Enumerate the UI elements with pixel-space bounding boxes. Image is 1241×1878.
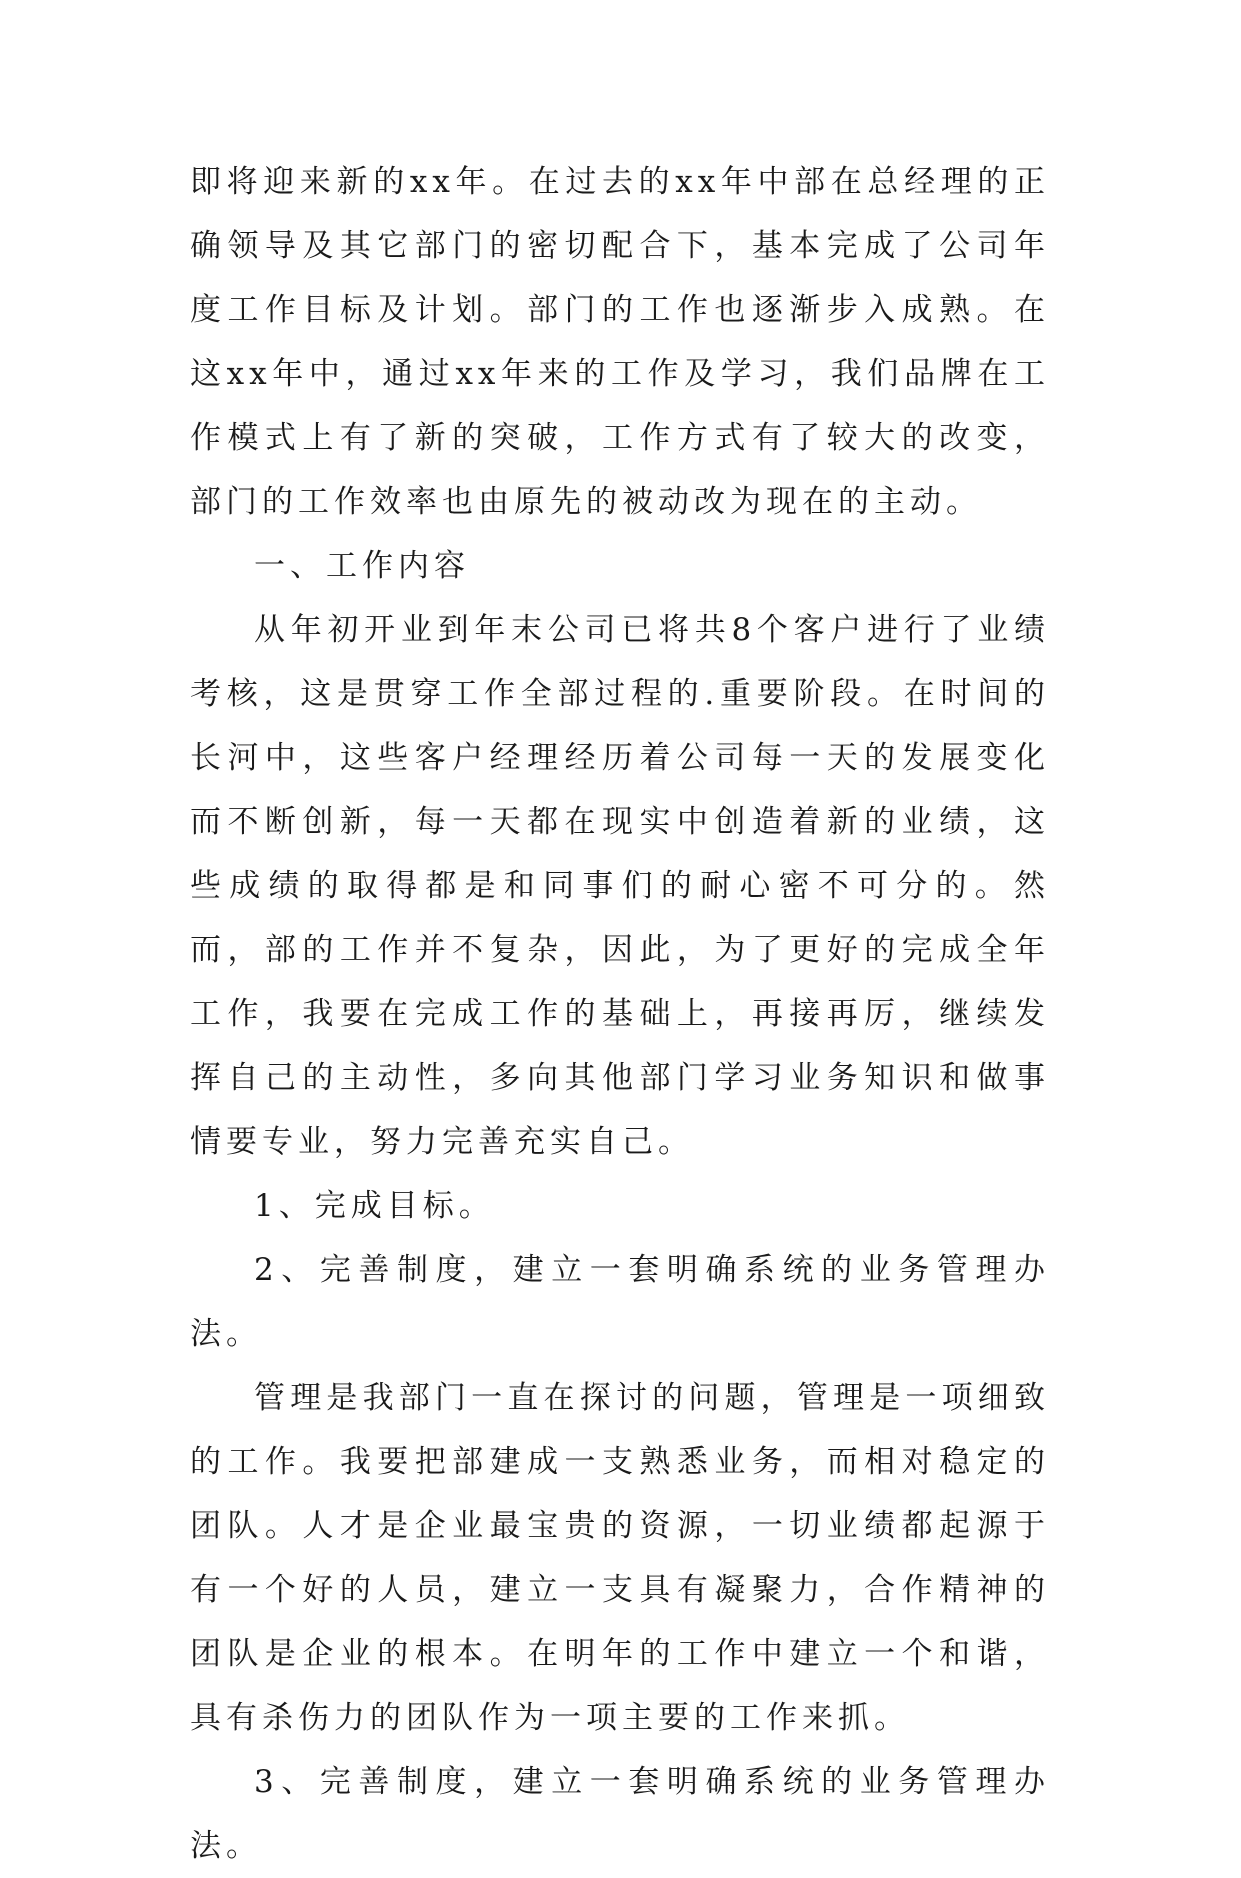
management-paragraph: 管理是我部门一直在探讨的问题，管理是一项细致的工作。我要把部建成一支熟悉业务，而相对稳定的团队。人才是企业最宝贵的资源，一切业绩都起源于有一个好的人员，建立一支具有凝聚力，合作精神的团队是企业的根本。在明年的工作中建立一个和谐，具有杀伤力的团队作为一项主要的工作来抓。	[190, 1380, 1050, 1736]
intro-paragraph: 即将迎来新的xx年。在过去的xx年中部在总经理的正确领导及其它部门的密切配合下，基本完成了公司年度工作目标及计划。部门的工作也逐渐步入成熟。在这xx年中，通过xx年来的工作及学习，我们品牌在工作模式上有了新的突破，工作方式有了较大的改变，部门的工作效率也由原先的被动改为现在的主动。	[190, 164, 1050, 520]
section-heading-work-content: 一、工作内容	[254, 548, 470, 584]
document-page	[190, 150, 1050, 1878]
item-improve-system: 2、完善制度，建立一套明确系统的业务管理办法。	[190, 1252, 1050, 1352]
item-complete-goals: 1、完成目标。	[254, 1188, 495, 1224]
item-improve-system-3: 3、完善制度，建立一套明确系统的业务管理办法。	[190, 1764, 1050, 1864]
work-content-paragraph: 从年初开业到年末公司已将共8个客户进行了业绩考核，这是贯穿工作全部过程的.重要阶段。在时间的长河中，这些客户经理经历着公司每一天的发展变化而不断创新，每一天都在现实中创造着新的业绩，这些成绩的取得都是和同事们的耐心密不可分的。然而，部的工作并不复杂，因此，为了更好的完成全年工作，我要在完成工作的基础上，再接再厉，继续发挥自己的主动性，多向其他部门学习业务知识和做事情要专业，努力完善充实自己。	[190, 612, 1050, 1160]
